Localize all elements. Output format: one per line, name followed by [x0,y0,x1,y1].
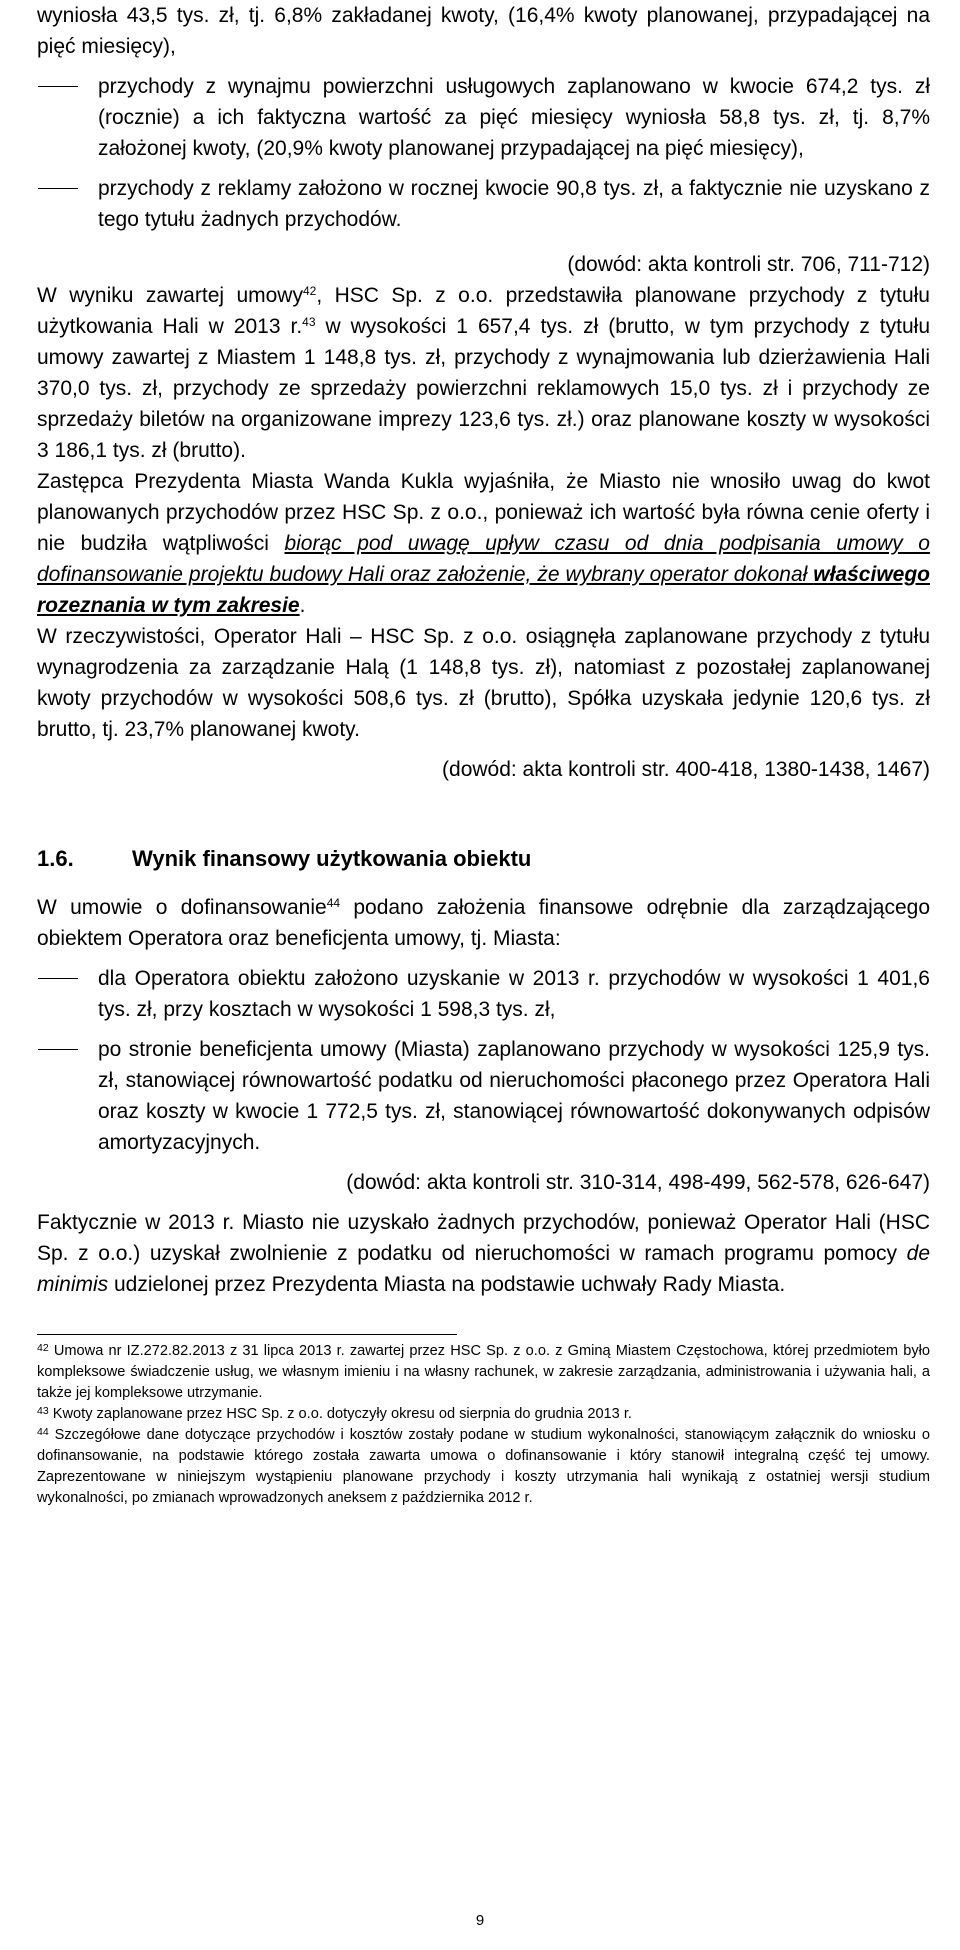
footnote-43: $^{43}$ Kwoty zaplanowane przez HSC Sp. z o.o. dotyczyły okresu od sierpnia do grudnia 2013 r. [37,1405,632,1422]
footnote-44: $^{44}$ Szczegółowe dane dotyczące przychodów i kosztów zostały podane w studium wykonalności, stanowiącym załącznik do wniosku o dofinansowanie, na podstawie którego została zawarta umowa o dofinansowanie i który stanowił integralną część tej umowy. Zaprezentowane w niniejszym wystąpieniu planowane przychody i koszty utrzymania hali wynikają z ostatniej wersji studium wykonalności, po zmianach wprowadzonych aneksem z października 2012 r. [37,1426,931,1506]
footnote-ref-44[interactable]: 44 [326,896,341,910]
footnote-ref-43[interactable]: 43 [302,315,316,329]
bullet-operator-plan: dla Operatora obiektu założono uzyskanie w 2013 r. przychodów w wysokości 1 401,6 tys. zł, przy kosztach w wysokości 1 598,3 tys. zł, [37,963,930,1025]
bullet-rent-income: przychody z wynajmu powierzchni usługowych zaplanowano w kwocie 674,2 tys. zł (rocznie) a ich faktyczna wartość za pięć miesięcy wyniosła 58,8 tys. zł, tj. 8,7% założonej kwoty, (20,9% kwoty planowanej przypadającej na pięć miesięcy), [37,71,930,164]
section-title: Wynik finansowy użytkowania obiektu [132,846,532,871]
footnote-divider [37,1334,457,1335]
section-number: 1.6. [37,846,74,871]
continuation-paragraph: wyniosła 43,5 tys. zł, tj. 6,8% zakładanej kwoty, (16,4% kwoty planowanej, przypadającej na pięć miesięcy), [37,4,930,58]
evidence-reference: (dowód: akta kontroli str. 706, 711-712) [567,253,930,276]
footnotes [37,1341,930,1509]
section-heading [37,843,930,874]
paragraph-agreement: W umowie o dofinansowanie$^{44}$ podano założenia finansowe odrębnie dla zarządzającego obiektem Operatora oraz beneficjenta umowy, tj. Miasta: [37,896,930,950]
paragraph-contract: W wyniku zawartej umowy$^{42}$, HSC Sp. z o.o. przedstawiła planowane przychody z tytułu użytkowania Hali w 2013 r.$^{43}$ w wysokości 1 657,4 tys. zł (brutto, w tym przychody z tytułu umowy zawartej z Miastem 1 148,8 tys. zł, przychody z wynajmowania lub dzierżawienia Hali 370,0 tys. zł, przychody ze sprzedaży powierzchni reklamowych 15,0 tys. zł i przychody ze sprzedaży biletów na organizowane imprezy 123,6 tys. zł.) oraz planowane koszty w wysokości 3 186,1 tys. zł (brutto). [37,284,930,462]
footnote-42: $^{42}$ Umowa nr IZ.272.82.2013 z 31 lipca 2013 r. zawartej przez HSC Sp. z o.o. z Gminą Miastem Częstochowa, której przedmiotem było kompleksowe świadczenie usług, we własnym imieniu i na własny rachunek, w zakresie zarządzania, administrowania i używania hali, a także jej kompleksowe utrzymanie. [37,1342,931,1401]
footnote-ref-42[interactable]: 42 [302,284,317,298]
paragraph-actual-results: W rzeczywistości, Operator Hali – HSC Sp. z o.o. osiągnęła zaplanowane przychody z tytułu wynagrodzenia za zarządzanie Halą (1 148,8 tys. zł), natomiast z pozostałej zaplanowanej kwoty przychodów w wysokości 508,6 tys. zł (brutto), Spółka uzyskała jedynie 120,6 tys. zł brutto, tj. 23,7% planowanej kwoty. [37,625,930,741]
evidence-reference: (dowód: akta kontroli str. 310-314, 498-499, 562-578, 626-647) [346,1171,930,1194]
page-number: 9 [475,1912,485,1929]
bullet-city-plan: po stronie beneficjenta umowy (Miasta) zaplanowano przychody w wysokości 125,9 tys. zł, stanowiącej równowartość podatku od nieruchomości płaconego przez Operatora Hali oraz koszty w kwocie 1 772,5 tys. zł, stanowiącej równowartość dokonywanych odpisów amortyzacyjnych. [37,1034,930,1158]
paragraph-actual-2013: Faktycznie w 2013 r. Miasto nie uzyskało żadnych przychodów, ponieważ Operator Hali (HSC Sp. z o.o.) uzyskał zwolnienie z podatku od nieruchomości w ramach programu pomocy de minimis udzielonej przez Prezydenta Miasta na podstawie uchwały Rady Miasta. [37,1211,930,1296]
paragraph-deputy-explanation: Zastępca Prezydenta Miasta Wanda Kukla wyjaśniła, że Miasto nie wnosiło uwag do kwot planowanych przychodów przez HSC Sp. z o.o., ponieważ ich wartość była równa cenie oferty i nie budziła wątpliwości biorąc pod uwagę upływ czasu od dnia podpisania umowy o dofinansowanie projektu budowy Hali oraz założenie, że wybrany operator dokonał właściwego rozeznania w tym zakresie. [37,470,930,617]
evidence-reference: (dowód: akta kontroli str. 400-418, 1380-1438, 1467) [442,758,930,781]
quote-underlined: biorąc pod uwagę upływ czasu od dnia podpisania umowy o dofinansowanie projektu budowy Hali oraz założenie, że wybrany operator dokonał właściwego rozeznania w tym zakresie [37,532,930,617]
bullet-advertising-income: przychody z reklamy założono w rocznej kwocie 90,8 tys. zł, a faktycznie nie uzyskano z tego tytułu żadnych przychodów. [37,173,930,235]
